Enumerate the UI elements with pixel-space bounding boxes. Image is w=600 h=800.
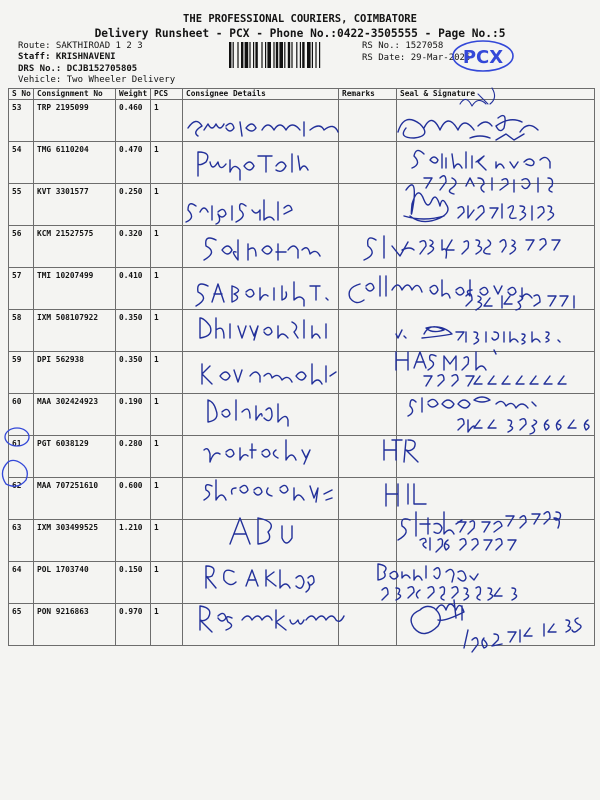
cell-sno: 63 <box>9 520 34 562</box>
cell-consignment: TRP 2195099 <box>34 100 116 142</box>
consignee-cell <box>183 436 339 478</box>
table-header-row <box>9 89 595 100</box>
signature-cell <box>397 310 595 352</box>
consignee-cell <box>183 520 339 562</box>
cell-consignment: POL 1703740 <box>34 562 116 604</box>
cell-sno: 61 <box>9 436 34 478</box>
signature-cell <box>397 604 595 646</box>
table-row <box>9 184 595 226</box>
consignee-cell <box>183 352 339 394</box>
cell-weight: 0.410 <box>116 268 151 310</box>
cell-weight: 0.470 <box>116 142 151 184</box>
cell-sno: 57 <box>9 268 34 310</box>
vehicle-label: Vehicle: Two Wheeler Delivery <box>18 75 176 85</box>
table-row <box>9 394 595 436</box>
header-sno: S No <box>9 89 34 100</box>
cell-consignment: KVT 3301577 <box>34 184 116 226</box>
cell-pcs: 1 <box>151 394 183 436</box>
remarks-cell <box>339 100 397 142</box>
cell-pcs: 1 <box>151 310 183 352</box>
cell-pcs: 1 <box>151 478 183 520</box>
table-row <box>9 436 595 478</box>
cell-pcs: 1 <box>151 604 183 646</box>
table-row <box>9 352 595 394</box>
runsheet-subtitle: Delivery Runsheet - PCX - Phone No.:0422-3505555 - Page No.:5 <box>94 27 506 40</box>
cell-consignment: MAA 707251610 <box>34 478 116 520</box>
cell-pcs: 1 <box>151 184 183 226</box>
remarks-cell <box>339 436 397 478</box>
signature-cell <box>397 100 595 142</box>
cell-weight: 0.190 <box>116 394 151 436</box>
signature-cell <box>397 562 595 604</box>
cell-pcs: 1 <box>151 352 183 394</box>
cell-pcs: 1 <box>151 142 183 184</box>
signature-cell <box>397 478 595 520</box>
cell-sno: 62 <box>9 478 34 520</box>
cell-pcs: 1 <box>151 436 183 478</box>
company-title: THE PROFESSIONAL COURIERS, COIMBATORE <box>183 13 417 25</box>
table-row <box>9 226 595 268</box>
table-row <box>9 520 595 562</box>
cell-pcs: 1 <box>151 226 183 268</box>
consignee-cell <box>183 310 339 352</box>
header-pcs: PCS <box>151 89 183 100</box>
cell-pcs: 1 <box>151 268 183 310</box>
consignee-cell <box>183 100 339 142</box>
cell-consignment: IXM 508107922 <box>34 310 116 352</box>
cell-sno: 58 <box>9 310 34 352</box>
cell-consignment: TMI 10207499 <box>34 268 116 310</box>
header-signature: Seal & Signature <box>397 89 595 100</box>
remarks-cell <box>339 394 397 436</box>
pcx-stamp <box>450 38 516 74</box>
route-label: Route: SAKTHIROAD 1 2 3 <box>18 41 143 51</box>
cell-weight: 0.280 <box>116 436 151 478</box>
cell-sno: 54 <box>9 142 34 184</box>
cell-sno: 60 <box>9 394 34 436</box>
svg-text:PCX: PCX <box>462 47 504 68</box>
consignee-cell <box>183 604 339 646</box>
header-weight: Weight <box>116 89 151 100</box>
cell-consignment: PON 9216863 <box>34 604 116 646</box>
cell-weight: 0.970 <box>116 604 151 646</box>
consignee-cell <box>183 562 339 604</box>
remarks-cell <box>339 268 397 310</box>
cell-weight: 0.250 <box>116 184 151 226</box>
remarks-cell <box>339 604 397 646</box>
signature-cell <box>397 352 595 394</box>
rs-date: RS Date: 29-Mar-2025 <box>362 53 471 63</box>
cell-weight: 0.460 <box>116 100 151 142</box>
table-row <box>9 478 595 520</box>
table-row <box>9 142 595 184</box>
cell-pcs: 1 <box>151 562 183 604</box>
consignee-cell <box>183 268 339 310</box>
cell-weight: 0.350 <box>116 310 151 352</box>
consignee-cell <box>183 394 339 436</box>
remarks-cell <box>339 478 397 520</box>
cell-pcs: 1 <box>151 100 183 142</box>
cell-sno: 65 <box>9 604 34 646</box>
signature-cell <box>397 142 595 184</box>
consignee-cell <box>183 184 339 226</box>
table-row <box>9 268 595 310</box>
cell-weight: 0.350 <box>116 352 151 394</box>
signature-cell <box>397 184 595 226</box>
remarks-cell <box>339 226 397 268</box>
signature-cell <box>397 268 595 310</box>
header-consignee: Consignee Details <box>183 89 339 100</box>
rs-number: RS No.: 1527058 <box>362 41 444 51</box>
consignee-cell <box>183 142 339 184</box>
remarks-cell <box>339 352 397 394</box>
cell-sno: 56 <box>9 226 34 268</box>
signature-cell <box>397 436 595 478</box>
header-consignment: Consignment No <box>34 89 116 100</box>
table-row <box>9 604 595 646</box>
cell-pcs: 1 <box>151 520 183 562</box>
cell-weight: 0.150 <box>116 562 151 604</box>
cell-sno: 59 <box>9 352 34 394</box>
cell-sno: 53 <box>9 100 34 142</box>
cell-sno: 55 <box>9 184 34 226</box>
cell-consignment: PGT 6038129 <box>34 436 116 478</box>
consignee-cell <box>183 226 339 268</box>
cell-consignment: KCM 21527575 <box>34 226 116 268</box>
table-row <box>9 100 595 142</box>
cell-sno: 64 <box>9 562 34 604</box>
remarks-cell <box>339 184 397 226</box>
cell-weight: 0.600 <box>116 478 151 520</box>
barcode-image <box>229 42 357 68</box>
signature-cell <box>397 394 595 436</box>
consignee-cell <box>183 478 339 520</box>
cell-consignment: IXM 303499525 <box>34 520 116 562</box>
staff-label: Staff: KRISHNAVENI <box>18 52 116 62</box>
signature-cell <box>397 520 595 562</box>
cell-weight: 1.210 <box>116 520 151 562</box>
table-row <box>9 562 595 604</box>
cell-weight: 0.320 <box>116 226 151 268</box>
drs-label: DRS No.: DCJB152705805 <box>18 64 138 74</box>
cell-consignment: TMG 6110204 <box>34 142 116 184</box>
table-row <box>9 310 595 352</box>
signature-cell <box>397 226 595 268</box>
remarks-cell <box>339 520 397 562</box>
remarks-cell <box>339 310 397 352</box>
cell-consignment: DPI 562938 <box>34 352 116 394</box>
cell-consignment: MAA 302424923 <box>34 394 116 436</box>
header-remarks: Remarks <box>339 89 397 100</box>
remarks-cell <box>339 142 397 184</box>
remarks-cell <box>339 562 397 604</box>
runsheet-table <box>8 88 595 646</box>
